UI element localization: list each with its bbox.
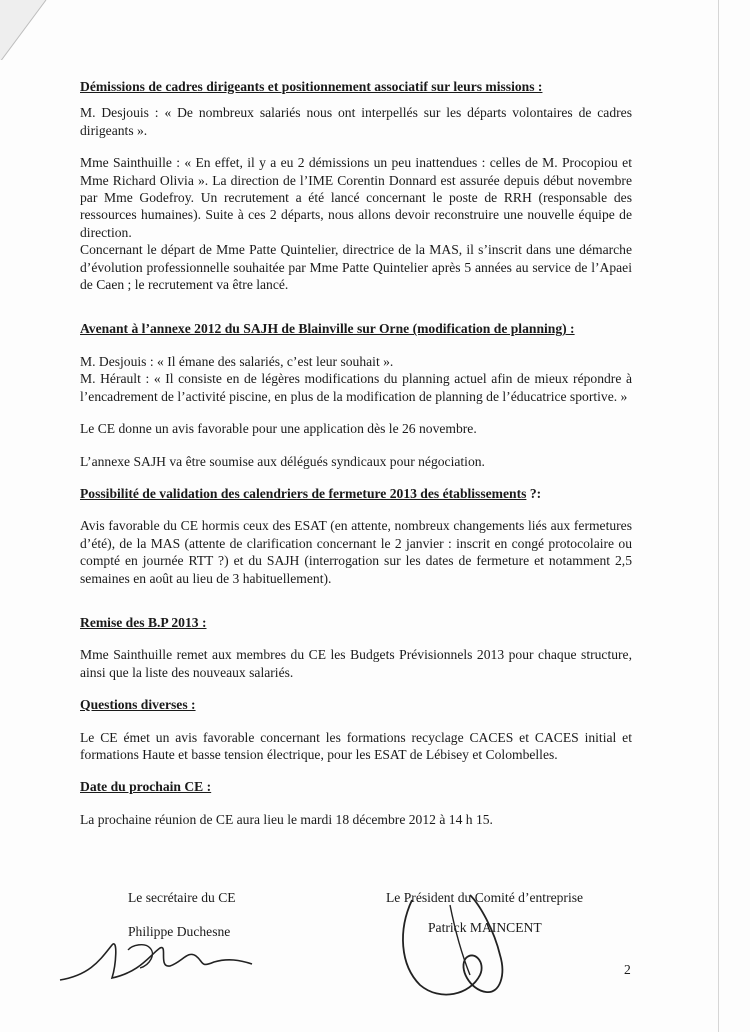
page-number: 2	[624, 962, 631, 977]
closure-heading-text: Possibilité de validation des calendriers de fermeture 2013 des établissements	[80, 485, 527, 501]
section-heading-resignations: Démissions de cadres dirigeants et positionnement associatif sur leurs missions :	[80, 79, 543, 94]
paragraph: Concernant le départ de Mme Patte Quintelier, directrice de la MAS, il s’inscrit dans une démarche d’évolution professionnelle souhaitée par Mme Patte Quintelier après 5 années au service de l’Apaei de Caen ; le recrutement va être lancé.	[80, 242, 632, 293]
paragraph: M. Desjouis : « Il émane des salariés, c’est leur souhait ».	[80, 353, 394, 369]
paragraph: La prochaine réunion de CE aura lieu le mardi 18 décembre 2012 à 14 h 15.	[80, 811, 493, 827]
section-heading-sajh-amendment: Avenant à l’annexe 2012 du SAJH de Blainville sur Orne (modification de planning) :	[80, 321, 575, 337]
paragraph: L’annexe SAJH va être soumise aux délégués syndicaux pour négociation.	[80, 453, 485, 469]
president-role: Le Président du Comité d’entreprise	[386, 890, 584, 905]
paragraph: Mme Sainthuille : « En effet, il y a eu 2 démissions un peu inattendues : celles de M. Procopiou et Mme Richard Olivia ». La direction de l’IME Corentin Donnard est assurée depuis début novembre par Mme Godefroy. Un recrutement a été lancé concernant le poste de RRH (responsable des ressources humaines). Suite à ces 2 départs, nous allons devoir reconstruire une nouvelle équipe de direction.	[80, 155, 632, 240]
president-signature	[403, 895, 502, 995]
paragraph: Le CE donne un avis favorable pour une application dès le 26 novembre.	[80, 421, 477, 437]
secretary-signature	[60, 944, 252, 980]
secretary-name: Philippe Duchesne	[128, 924, 231, 939]
paragraph: Le CE émet un avis favorable concernant les formations recyclage CACES et CACES initial et formations Haute et basse tension électrique, pour les ESAT de Lébisey et Colombelles.	[80, 729, 632, 762]
section-heading-budget: Remise des B.P 2013 :	[80, 614, 207, 630]
section-heading-next-meeting: Date du prochain CE :	[80, 779, 212, 795]
section-heading-misc-questions: Questions diverses :	[80, 697, 196, 713]
secretary-role: Le secrétaire du CE	[128, 890, 236, 905]
president-name: Patrick MAINCENT	[428, 920, 542, 935]
paragraph: M. Hérault : « Il consiste en de légères modifications du planning actuel afin de mieux répondre à l’encadrement de l’activité piscine, en plus de la modification de planning de l’éducatrice sportive. »	[80, 371, 632, 404]
document-body	[80, 78, 632, 828]
folded-corner	[0, 0, 60, 60]
paragraph: Avis favorable du CE hormis ceux des ESAT (en attente, nombreux changements liés aux fermetures d’été), de la MAS (attente de clarification concernant le 2 janvier : inscrit en congé protocolaire ou compté en journée RTT ?) et du SAJH (interrogation sur les dates de fermeture et notamment 2,5 semaines en août au lieu de 3 habituellement).	[80, 518, 632, 586]
page-edge-line	[718, 0, 719, 1032]
section-heading-closure-calendars	[80, 485, 632, 502]
paragraph: Mme Sainthuille remet aux membres du CE les Budgets Prévisionnels 2013 pour chaque structure, ainsi que la liste des nouveaux salariés.	[80, 647, 632, 680]
closure-heading-suffix: ?:	[526, 485, 542, 501]
paragraph: M. Desjouis : « De nombreux salariés nous ont interpellés sur les départs volontaires de cadres dirigeants ».	[80, 105, 632, 138]
